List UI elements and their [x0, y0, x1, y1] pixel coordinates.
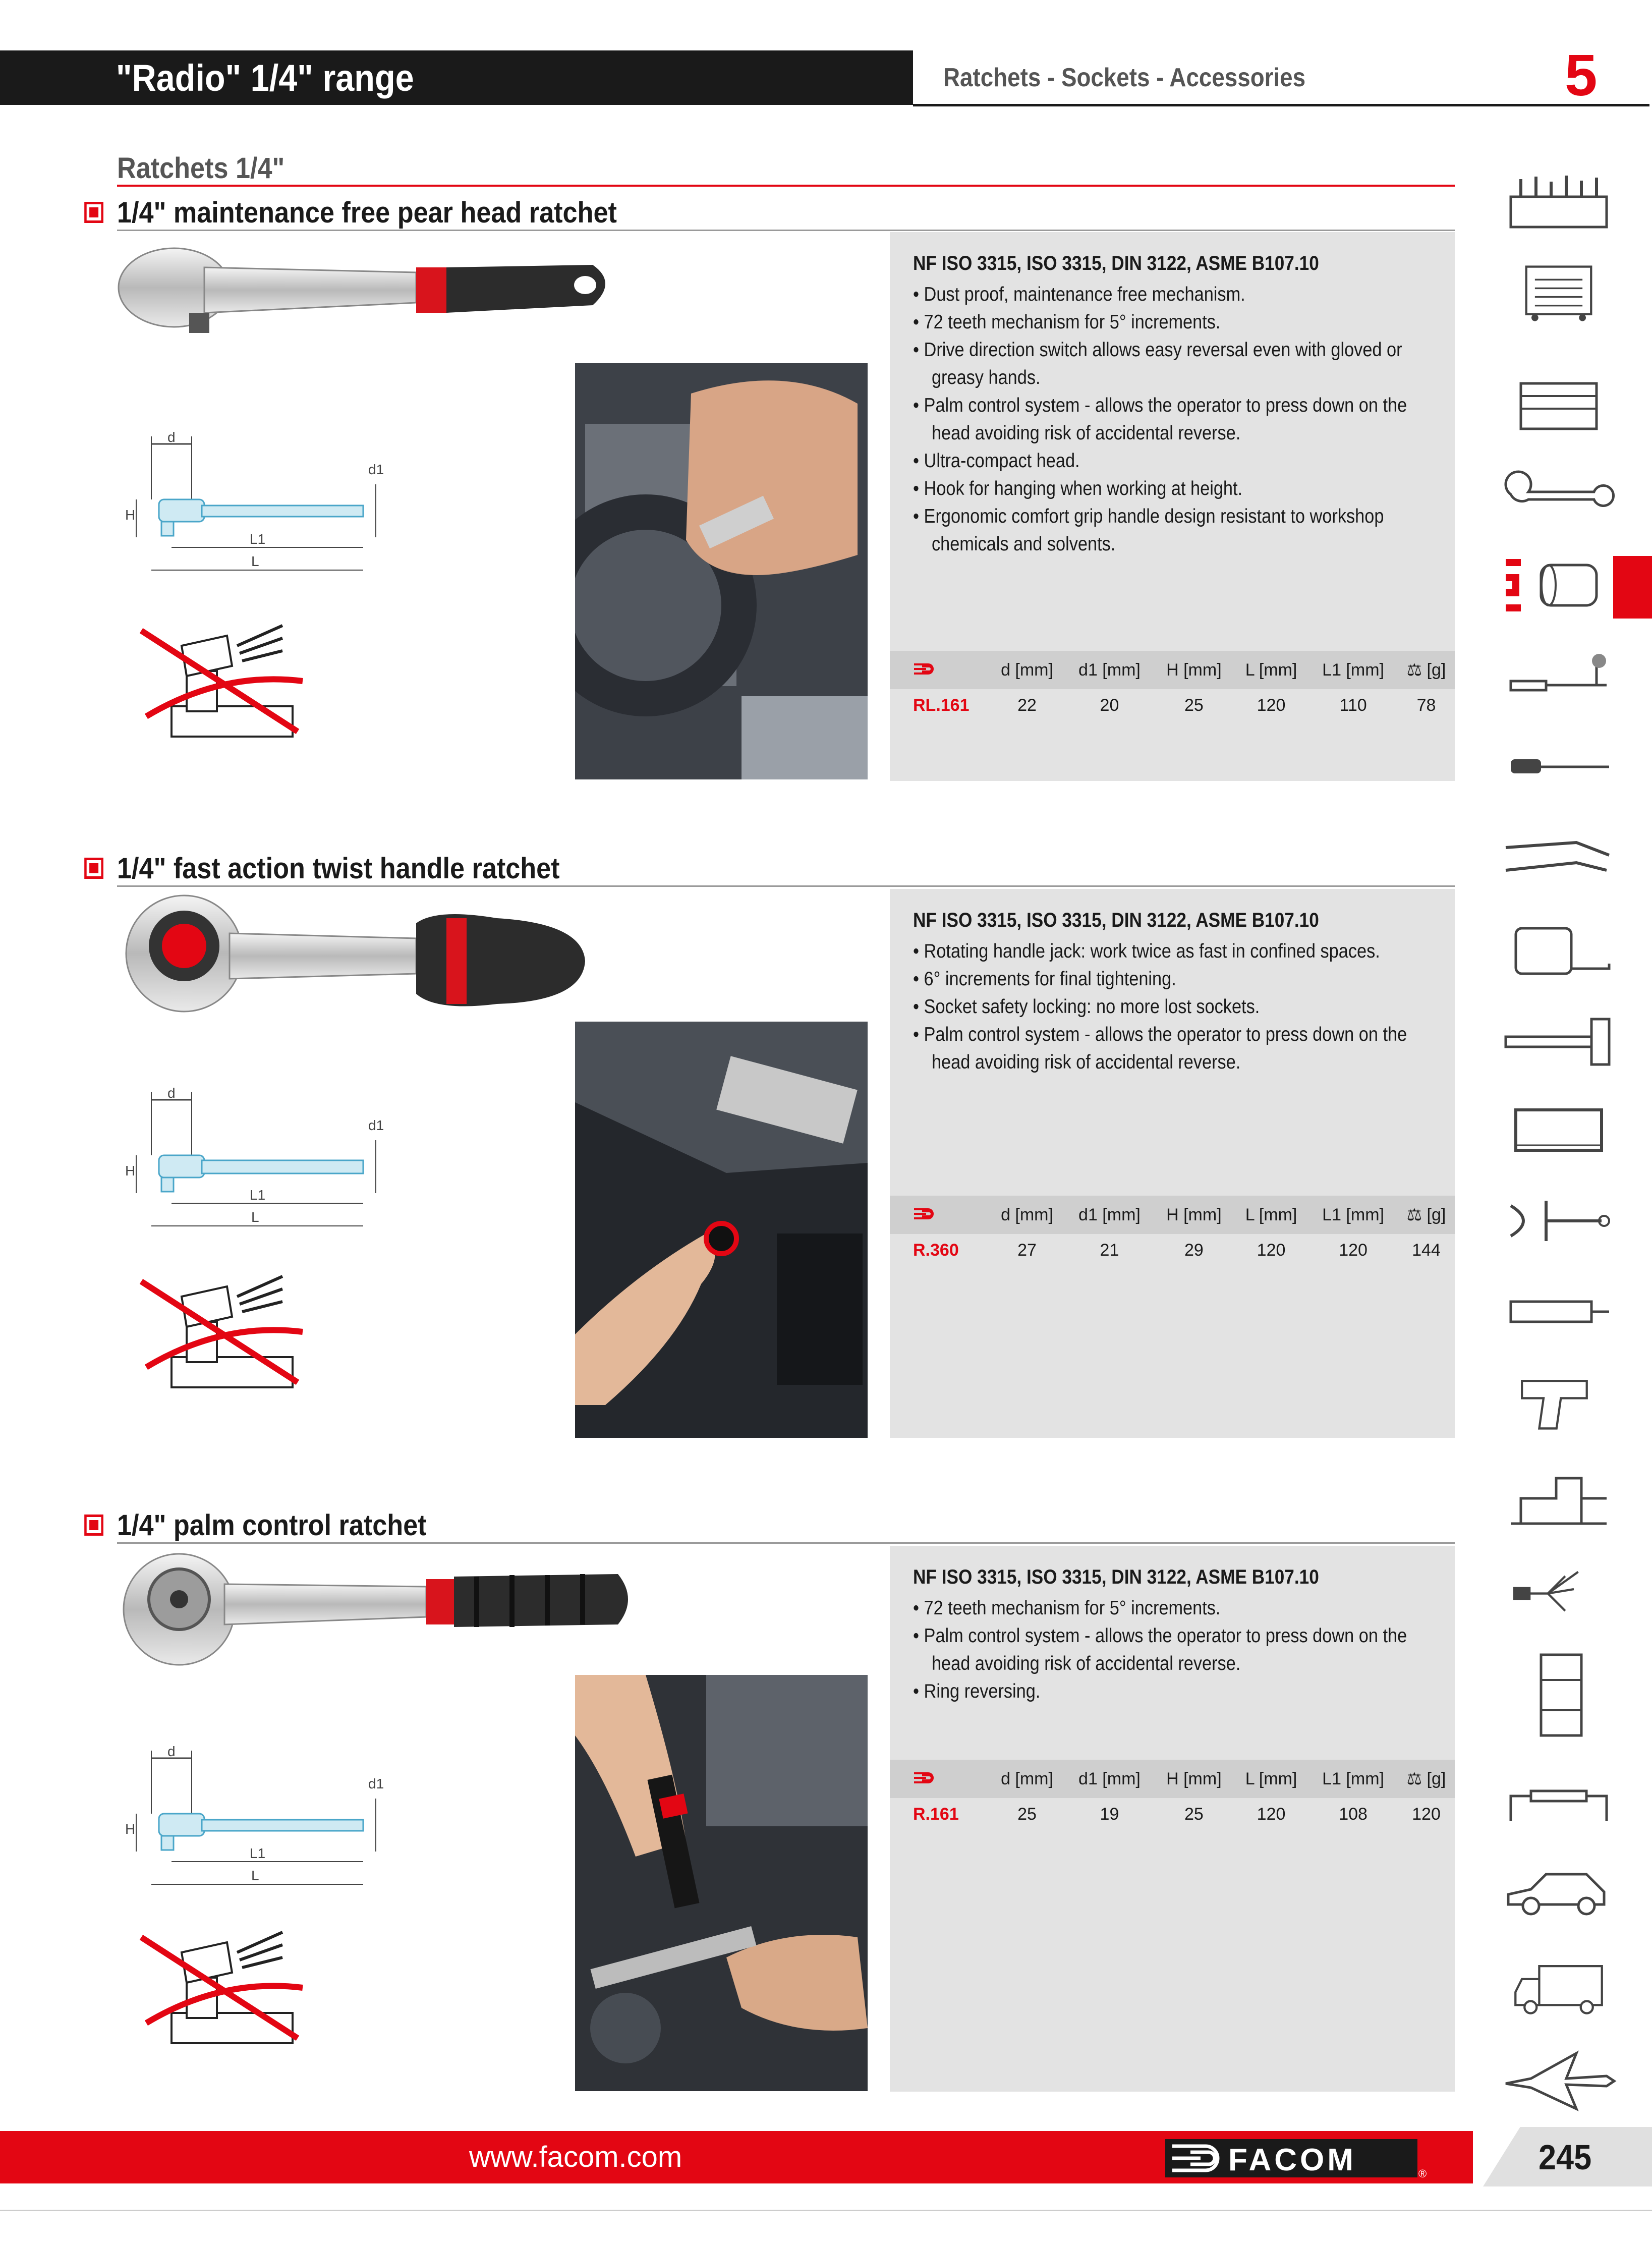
product-title-text: 1/4" fast action twist handle ratchet [117, 852, 560, 885]
cell-weight: 144 [1412, 1240, 1441, 1260]
standards-text: NF ISO 3315, ISO 3315, DIN 3122, ASME B107.10 [913, 252, 1319, 274]
product-title-text: 1/4" palm control ratchet [117, 1509, 427, 1542]
col-header-d1: d1 [mm] [1065, 651, 1154, 689]
col-header-L: L [mm] [1234, 1196, 1308, 1234]
electrical-icon[interactable] [1501, 1650, 1617, 1741]
feature-item: • Palm control system - allows the operator to press down on the head avoiding risk of accidental reverse. [913, 1021, 1428, 1076]
bit-holder-icon[interactable] [1501, 737, 1617, 797]
dim-label-H: H [125, 1821, 136, 1837]
puller-icon[interactable] [1501, 1191, 1617, 1251]
feature-item: • Dust proof, maintenance free mechanism. [913, 281, 1428, 308]
impact-wrench-icon[interactable] [1501, 1372, 1617, 1433]
spec-table-3 [890, 1760, 1455, 1830]
product-reference[interactable]: R.360 [913, 1240, 959, 1260]
cell-H: 25 [1184, 1804, 1204, 1824]
dim-label-L1: L1 [250, 1187, 266, 1203]
feature-item: • Palm control system - allows the operator to press down on the head avoiding risk of accidental reverse. [913, 1622, 1428, 1677]
wrench-icon[interactable] [1501, 464, 1617, 525]
col-header-weight [1398, 1196, 1455, 1234]
cell-d: 27 [1017, 1240, 1037, 1260]
dim-label-H: H [125, 1163, 136, 1179]
feature-item: • 72 teeth mechanism for 5° increments. [913, 1594, 1428, 1622]
col-header-H: H [mm] [1154, 651, 1234, 689]
col-header-weight [1398, 651, 1455, 689]
product-title-2 [117, 852, 560, 885]
product-info-panel-1 [890, 232, 1455, 781]
usage-warning-pictogram-2 [131, 1266, 313, 1397]
feature-list [913, 281, 1428, 558]
col-header-weight-text: [g] [1427, 1205, 1446, 1224]
weight-scale-icon: ⚖ [1406, 1205, 1422, 1224]
feature-item: • 6° increments for final tightening. [913, 965, 1428, 993]
cell-H: 25 [1184, 695, 1204, 715]
product-reference[interactable]: R.161 [913, 1804, 959, 1824]
section-heading: Ratchets 1/4" [117, 152, 285, 185]
tool-box-icon[interactable] [1501, 373, 1617, 434]
dim-label-L1: L1 [250, 1845, 266, 1861]
feature-item: • Ultra-compact head. [913, 447, 1428, 475]
tool-chest-icon[interactable] [1501, 262, 1617, 323]
page-title: "Radio" 1/4" range [116, 57, 414, 99]
dim-label-d: d [167, 1085, 176, 1101]
cell-L1: 108 [1339, 1804, 1368, 1824]
dim-label-L1: L1 [250, 531, 266, 547]
dimension-diagram-2 [121, 1085, 393, 1236]
car-icon[interactable] [1501, 1862, 1617, 1922]
tape-measure-icon[interactable] [1501, 918, 1617, 979]
bullet-square-icon [84, 202, 103, 223]
hammer-icon[interactable] [1501, 1009, 1617, 1070]
table-row[interactable] [890, 1234, 1455, 1266]
spec-table-1 [890, 651, 1455, 721]
spec-table-header [890, 1196, 1455, 1234]
product-rule [117, 1542, 1455, 1544]
product-rule [117, 230, 1455, 231]
active-chapter-tab[interactable] [1613, 556, 1652, 619]
dim-label-L: L [251, 1868, 259, 1883]
col-header-weight [1398, 1760, 1455, 1798]
feature-item: • Palm control system - allows the operator to press down on the head avoiding risk of accidental reverse. [913, 391, 1428, 447]
facom-symbol-icon [890, 1760, 989, 1798]
dim-label-d: d [167, 429, 176, 445]
dimension-diagram-3 [121, 1743, 393, 1894]
application-photo-1 [575, 363, 868, 779]
breadcrumb: Ratchets - Sockets - Accessories [943, 63, 1306, 92]
product-rule [117, 885, 1455, 887]
feature-list [913, 1594, 1428, 1705]
product-image-pear-head-ratchet [113, 237, 618, 353]
feature-item: • Ergonomic comfort grip handle design resistant to workshop chemicals and solvents. [913, 502, 1428, 558]
cell-d: 25 [1017, 1804, 1037, 1824]
cell-d1: 19 [1100, 1804, 1119, 1824]
heading-rule [117, 185, 1455, 187]
dim-label-L: L [251, 553, 259, 569]
cell-weight: 120 [1412, 1804, 1441, 1824]
standards-text: NF ISO 3315, ISO 3315, DIN 3122, ASME B107.10 [913, 909, 1319, 931]
vice-icon[interactable] [1501, 1468, 1617, 1529]
cell-d1: 21 [1100, 1240, 1119, 1260]
plane-icon[interactable] [1501, 2048, 1617, 2114]
screwdriver-icon[interactable] [1501, 651, 1617, 711]
meter-icon[interactable] [1501, 1281, 1617, 1342]
dim-label-H: H [125, 507, 136, 523]
tool-kit-icon[interactable] [1501, 172, 1617, 232]
col-header-d: d [mm] [989, 1196, 1065, 1234]
col-header-d: d [mm] [989, 651, 1065, 689]
facom-symbol-icon [890, 1196, 989, 1234]
feature-item: • Socket safety locking: no more lost sockets. [913, 993, 1428, 1021]
cell-weight: 78 [1416, 695, 1436, 715]
header-rule [913, 104, 1649, 106]
spec-table-header [890, 1760, 1455, 1798]
cell-L: 120 [1257, 695, 1286, 715]
table-row[interactable] [890, 689, 1455, 721]
dim-label-d: d [167, 1744, 176, 1759]
application-photo-2 [575, 1022, 868, 1438]
col-header-L1: L1 [mm] [1308, 1760, 1398, 1798]
product-info-panel-2 [890, 889, 1455, 1438]
bullet-square-icon [84, 1515, 103, 1536]
col-header-weight-text: [g] [1427, 660, 1446, 680]
cell-d1: 20 [1100, 695, 1119, 715]
product-reference[interactable]: RL.161 [913, 695, 970, 715]
col-header-d1: d1 [mm] [1065, 1196, 1154, 1234]
feature-item: • Ring reversing. [913, 1677, 1428, 1705]
cell-L: 120 [1257, 1240, 1286, 1260]
col-header-L1: L1 [mm] [1308, 651, 1398, 689]
footer-url-link[interactable]: www.facom.com [469, 2141, 682, 2173]
dim-label-d1: d1 [368, 462, 384, 477]
socket-icon[interactable] [1501, 555, 1617, 615]
cell-d: 22 [1017, 695, 1037, 715]
product-info-panel-3 [890, 1546, 1455, 2092]
application-photo-3 [575, 1675, 868, 2091]
feature-item: • 72 teeth mechanism for 5° increments. [913, 308, 1428, 336]
spec-table-2 [890, 1196, 1455, 1266]
cell-L: 120 [1257, 1804, 1286, 1824]
dim-label-d1: d1 [368, 1117, 384, 1133]
weight-scale-icon: ⚖ [1406, 660, 1422, 680]
cell-H: 29 [1184, 1240, 1204, 1260]
safety-tools-icon[interactable] [1501, 1559, 1617, 1619]
dim-label-d1: d1 [368, 1776, 384, 1791]
facom-logo [1165, 2137, 1428, 2179]
product-image-twist-handle-ratchet [113, 893, 588, 1024]
cell-L1: 110 [1339, 695, 1367, 715]
chapter-number: 5 [1565, 42, 1598, 108]
feature-list [913, 937, 1428, 1076]
bullet-square-icon [84, 858, 103, 879]
svg-text:®: ® [1418, 2167, 1427, 2179]
col-header-d: d [mm] [989, 1760, 1065, 1798]
standards-text: NF ISO 3315, ISO 3315, DIN 3122, ASME B107.10 [913, 1566, 1319, 1588]
spec-table-header [890, 651, 1455, 689]
table-row[interactable] [890, 1798, 1455, 1830]
feature-item: • Drive direction switch allows easy reversal even with gloved or greasy hands. [913, 336, 1428, 391]
product-image-palm-control-ratchet [113, 1549, 638, 1675]
col-header-weight-text: [g] [1427, 1769, 1446, 1788]
usage-warning-pictogram-3 [131, 1922, 313, 2053]
truck-icon[interactable] [1501, 1957, 1617, 2018]
col-header-H: H [mm] [1154, 1760, 1234, 1798]
handle-icon[interactable] [1501, 1776, 1617, 1836]
col-header-L: L [mm] [1234, 651, 1308, 689]
svg-text:FACOM: FACOM [1228, 2143, 1356, 2177]
col-header-L: L [mm] [1234, 1760, 1308, 1798]
facom-symbol-icon [890, 651, 989, 689]
pliers-icon[interactable] [1501, 827, 1617, 888]
bottom-rule [0, 2210, 1652, 2211]
product-title-3 [117, 1508, 427, 1542]
col-header-d1: d1 [mm] [1065, 1760, 1154, 1798]
usage-warning-pictogram-1 [131, 615, 313, 747]
product-title-text: 1/4" maintenance free pear head ratchet [117, 196, 617, 229]
feature-item: • Hook for hanging when working at height. [913, 475, 1428, 502]
dim-label-L: L [251, 1209, 259, 1225]
page-number: 245 [1539, 2138, 1592, 2177]
feature-item: • Rotating handle jack: work twice as fast in confined spaces. [913, 937, 1428, 965]
dimension-diagram-1 [121, 429, 393, 580]
col-header-L1: L1 [mm] [1308, 1196, 1398, 1234]
hacksaw-icon[interactable] [1501, 1100, 1617, 1160]
weight-scale-icon: ⚖ [1406, 1769, 1422, 1788]
product-title-1 [117, 196, 617, 230]
col-header-H: H [mm] [1154, 1196, 1234, 1234]
cell-L1: 120 [1339, 1240, 1368, 1260]
